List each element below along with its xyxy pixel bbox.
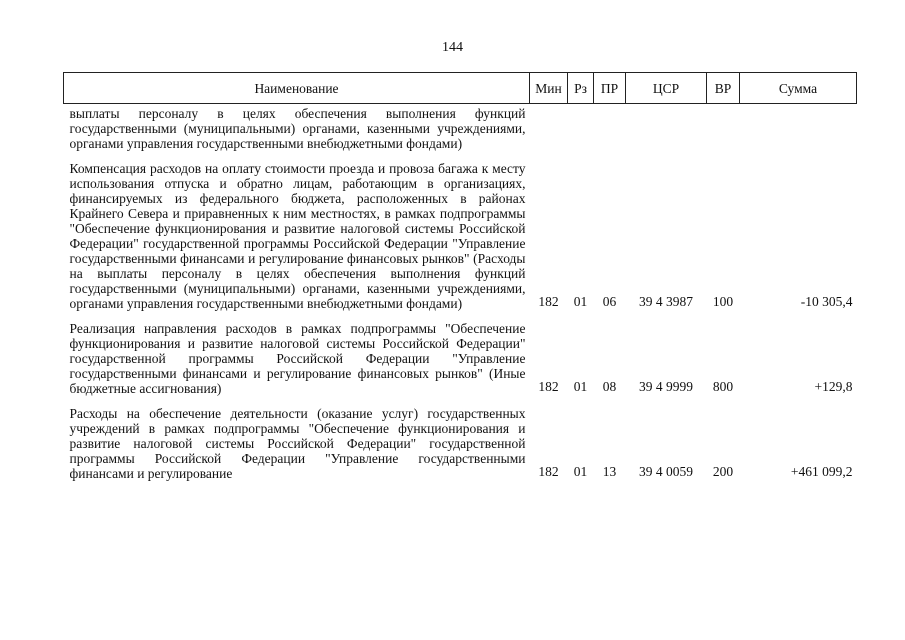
- row-rz: 01: [573, 379, 588, 394]
- header-vr: ВР: [707, 73, 740, 104]
- page-number: 144: [442, 40, 463, 55]
- row-min: 182: [538, 294, 559, 309]
- row-name: выплаты персоналу в целях обеспечения выполнения функций государственными (муниципальными) органами, казенными учреждениями, органами управления государственными внебюджетными фондами): [69, 106, 526, 151]
- header-pr: ПР: [594, 73, 626, 104]
- row-name: Компенсация расходов на оплату стоимости проезда и провоза багажа к месту использования отпуска и обратно лицам, работающим в организациях, финансируемых из федерального бюджета, расположенных в районах Крайнего Севера и приравненных к ним местностях, в рамках подпрограммы "Обеспечение функционирования и развитие налоговой системы Российской Федерации" государственной программы Российской Федерации "Управление государственными финансами и регулирование финансовых рынков" (Расходы на выплаты персоналу в целях обеспечения выполнения функций государственными (муниципальными) органами, казенными учреждениями, органами управления государственными внебюджетными фондами): [69, 161, 526, 311]
- header-sum: Сумма: [740, 73, 857, 104]
- row-name: Реализация направления расходов в рамках подпрограммы "Обеспечение функционирования и развитие налоговой системы Российской Федерации" государственной программы Российской Федерации "Управление государственными финансами и регулирование финансовых рынков" (Иные бюджетные ассигнования): [69, 321, 526, 396]
- row-sum: [740, 104, 857, 152]
- row-pr: 13: [602, 464, 617, 479]
- header-rz: Рз: [568, 73, 594, 104]
- row-rz: [568, 104, 594, 152]
- row-spacer: [64, 396, 857, 406]
- row-vr: 800: [712, 379, 734, 394]
- row-csr: 39 4 9999: [639, 379, 693, 394]
- table-row: [64, 321, 857, 396]
- row-min: 182: [538, 464, 559, 479]
- row-pr: 08: [602, 379, 617, 394]
- row-sum: +129,8: [814, 379, 853, 394]
- row-spacer: [64, 151, 857, 161]
- row-sum: +461 099,2: [790, 464, 853, 479]
- row-pr: [594, 104, 626, 152]
- table-row: [64, 161, 857, 311]
- table-header-row: [64, 73, 857, 104]
- budget-table: [63, 72, 857, 481]
- table-row: [64, 104, 857, 152]
- header-min: Мин: [530, 73, 568, 104]
- row-rz: 01: [573, 294, 588, 309]
- row-name: Расходы на обеспечение деятельности (оказание услуг) государственных учреждений в рамках подпрограммы "Обеспечение функционирования и развитие налоговой системы Российской Федерации" государственной программы Российской Федерации "Управление государственными финансами и регулирование: [69, 406, 526, 481]
- table-row: [64, 406, 857, 481]
- row-csr: 39 4 3987: [639, 294, 693, 309]
- row-min: 182: [538, 379, 559, 394]
- header-csr: ЦСР: [626, 73, 707, 104]
- row-spacer: [64, 311, 857, 321]
- row-csr: 39 4 0059: [639, 464, 693, 479]
- row-csr: [626, 104, 707, 152]
- row-vr: 200: [712, 464, 734, 479]
- row-rz: 01: [573, 464, 588, 479]
- row-pr: 06: [602, 294, 617, 309]
- row-min: [530, 104, 568, 152]
- row-vr: [707, 104, 740, 152]
- header-name: Наименование: [64, 73, 530, 104]
- row-sum: -10 305,4: [800, 294, 853, 309]
- row-vr: 100: [712, 294, 734, 309]
